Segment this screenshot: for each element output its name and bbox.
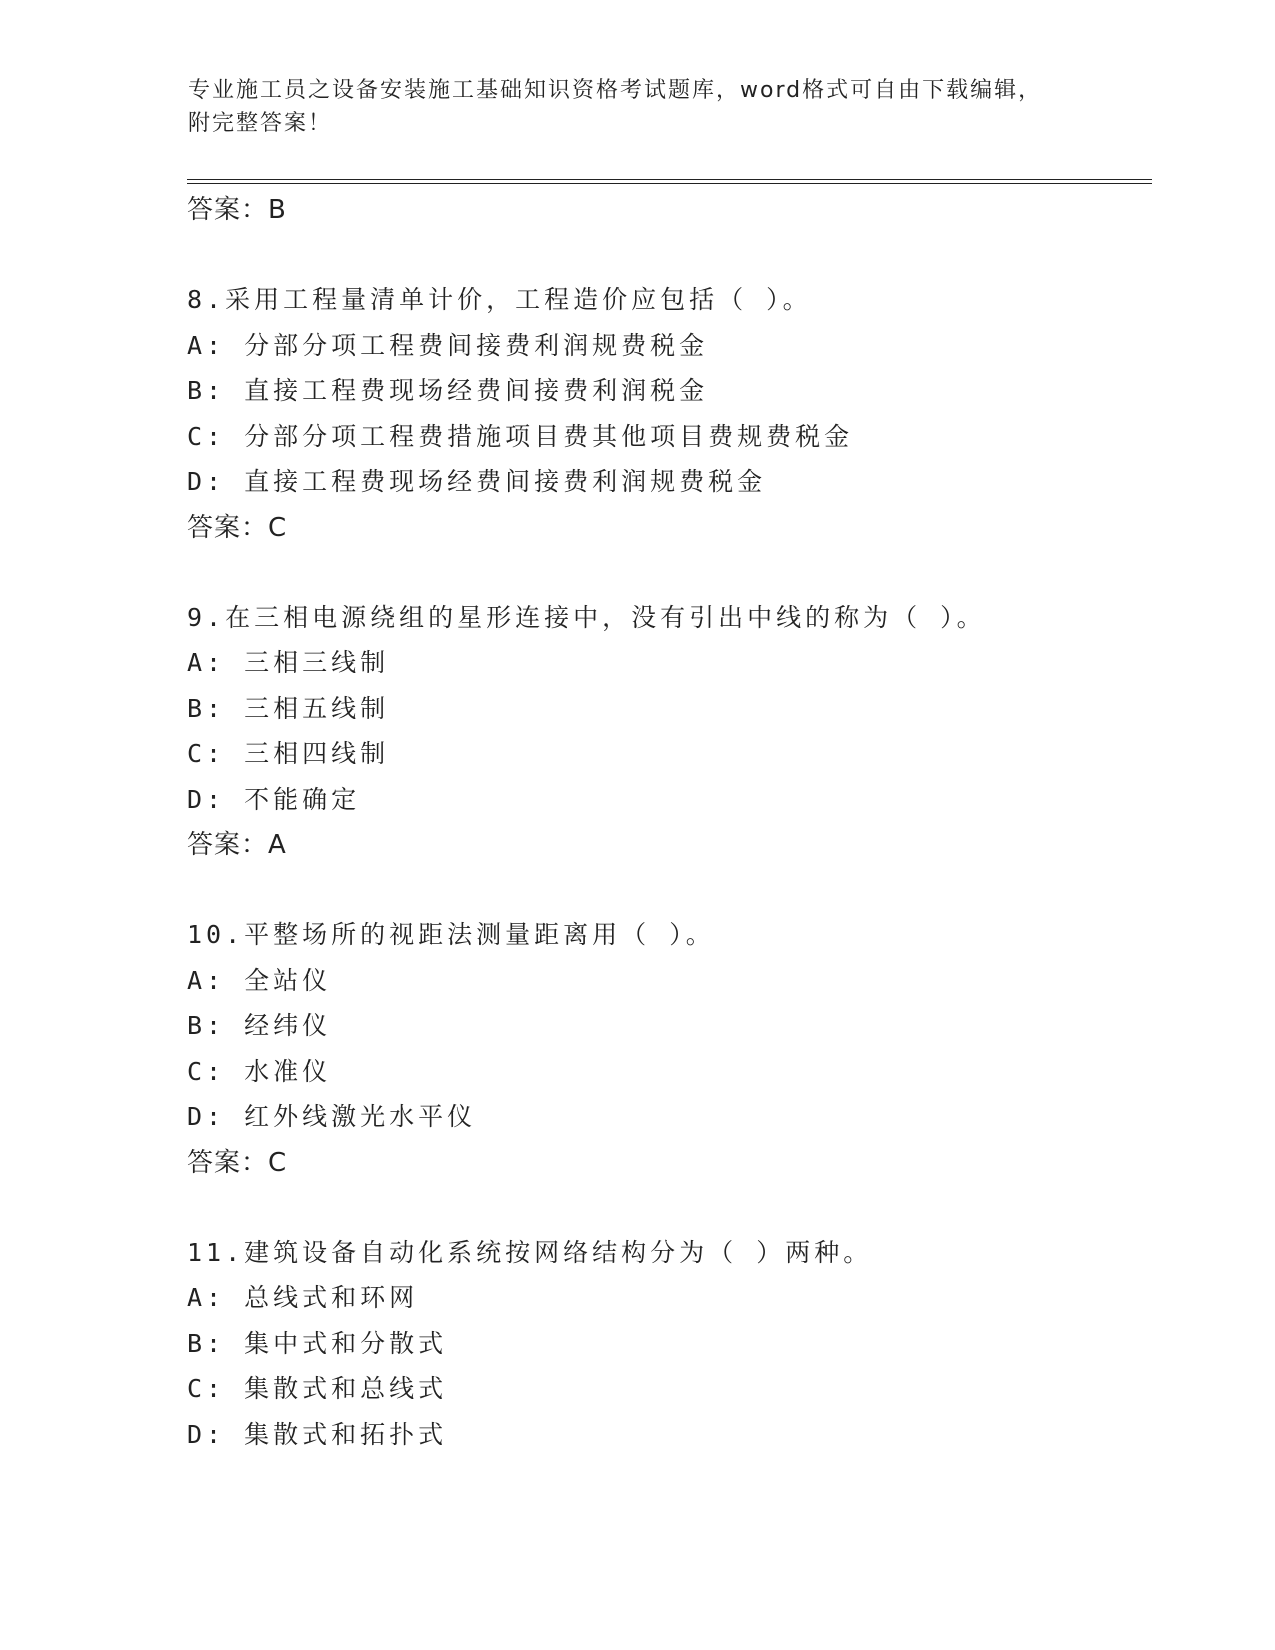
question-answer: 答案：C xyxy=(187,512,288,543)
option-c: C: 分部分项工程费措施项目费其他项目费规费税金 xyxy=(187,421,854,451)
question-list xyxy=(187,187,1147,1457)
question-8 xyxy=(187,277,1147,551)
option-b: B: 三相五线制 xyxy=(187,693,390,723)
question-stem: 9.在三相电源绕组的星形连接中，没有引出中线的称为（ ）。 xyxy=(187,602,986,632)
option-b: B: 集中式和分散式 xyxy=(187,1328,448,1358)
option-b: B: 经纬仪 xyxy=(187,1011,332,1040)
question-10 xyxy=(187,912,1147,1186)
question-stem: 11.建筑设备自动化系统按网络结构分为（ ）两种。 xyxy=(187,1237,873,1267)
option-c: C: 三相四线制 xyxy=(187,739,390,768)
header-line-2: 附完整答案！ xyxy=(188,111,333,136)
question-9 xyxy=(187,595,1147,869)
option-c: C: 水准仪 xyxy=(187,1056,332,1086)
option-d: D: 集散式和拓扑式 xyxy=(187,1419,448,1449)
option-a: A: 分部分项工程费间接费利润规费税金 xyxy=(187,330,709,360)
option-c: C: 集散式和总线式 xyxy=(187,1374,448,1403)
option-b: B: 直接工程费现场经费间接费利润税金 xyxy=(187,376,709,405)
option-a: A: 三相三线制 xyxy=(187,648,390,677)
option-a: A: 全站仪 xyxy=(187,965,332,995)
question-stem: 10.平整场所的视距法测量距离用（ ）。 xyxy=(187,920,715,949)
previous-question-answer: 答案：B xyxy=(187,195,287,225)
header-line-1: 专业施工员之设备安装施工基础知识资格考试题库，word格式可自由下载编辑， xyxy=(188,78,1043,103)
header-divider-thin xyxy=(187,183,1152,184)
option-d: D: 红外线激光水平仪 xyxy=(187,1102,477,1131)
header-divider-thick xyxy=(187,179,1152,180)
question-answer: 答案：C xyxy=(187,1147,288,1178)
option-a: A: 总线式和环网 xyxy=(187,1283,419,1312)
document-header xyxy=(188,74,1088,140)
question-stem: 8.采用工程量清单计价，工程造价应包括（ ）。 xyxy=(187,285,812,314)
option-d: D: 不能确定 xyxy=(187,784,361,814)
question-answer: 答案：A xyxy=(187,830,287,860)
question-11 xyxy=(187,1230,1147,1458)
option-d: D: 直接工程费现场经费间接费利润规费税金 xyxy=(187,467,767,496)
